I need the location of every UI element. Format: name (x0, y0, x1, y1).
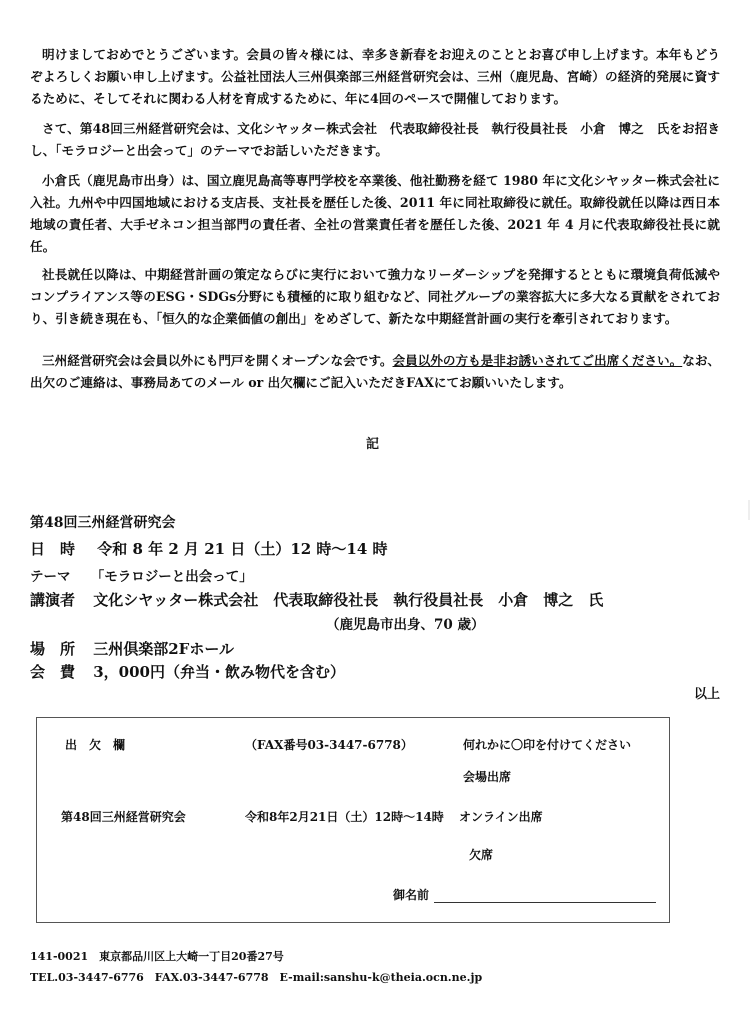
place-value: 三州倶楽部2Fホール (93, 640, 235, 658)
intro-paragraph-profile: 小倉氏（鹿児島市出身）は、国立鹿児島高等専門学校を卒業後、他社勤務を経て 1980 年に文化シヤッター株式会社に入社。九州や中四国地域における支店長、支社長を歴任した後、2011 年に同社取締役に就任。取締役就任以降は西日本地域の責任者、大手ゼネコン担当部門の責任者、全社の営業責任者を歴任した後、2021 年 4 月に代表取締役社長に就任。 (30, 173, 720, 254)
form-event-name: 第48回三州経営研究会 (61, 810, 186, 824)
option-venue-attendance[interactable]: 会場出席 (463, 770, 512, 784)
form-fax-number: （FAX番号03-3447-6778） (245, 738, 413, 752)
attendance-form (36, 717, 670, 923)
ijo-closing: 以上 (693, 687, 720, 702)
event-title: 第48回三州経営研究会 (30, 515, 176, 531)
event-fee-row (30, 661, 345, 682)
name-input-line[interactable] (434, 902, 656, 903)
event-datetime-row (30, 538, 388, 559)
fee-value: 3，000円（弁当・飲み物代を含む） (93, 663, 345, 681)
speaker-value: 文化シヤッター株式会社 代表取締役社長 執行役員社長 小倉 博之 氏 (93, 591, 604, 609)
speaker-note: （鹿児島市出身、70 歳） (326, 617, 485, 633)
name-label: 御名前 (393, 888, 430, 902)
invitation-contact: なお、出欠のご連絡は、事務局あてのメール or 出欠欄にご記入いただきFAXにてお願いいたします。 (30, 353, 721, 390)
intro-paragraph-announcement: さて、第48回三州経営研究会は、文化シヤッター株式会社 代表取締役社長 執行役員社長 小倉 博之 氏をお招きし、「モラロジーと出会って」のテーマでお話しいただきます。 (30, 121, 720, 158)
theme-value: 「モラロジーと出会って」 (90, 569, 253, 585)
place-label: 場 所 (30, 640, 76, 658)
event-place-row (30, 638, 234, 659)
speaker-label: 講演者 (30, 591, 76, 609)
option-absent[interactable]: 欠席 (469, 848, 494, 862)
form-instruction: 何れかに〇印を付けてください (463, 738, 632, 752)
theme-label: テーマ (30, 569, 71, 585)
footer-address: 141-0021 東京都品川区上大崎一丁目20番27号 (30, 950, 284, 963)
datetime-value: 令和 8 年 2 月 21 日（土）12 時～14 時 (97, 540, 388, 558)
datetime-label: 日 時 (30, 540, 76, 558)
form-event-date: 令和8年2月21日（土）12時～14時 (245, 810, 444, 824)
invitation-underlined: 会員以外の方も是非お誘いされてご出席ください。 (392, 353, 683, 368)
event-theme-row (30, 565, 253, 585)
form-heading: 出 欠 欄 (65, 738, 126, 752)
option-online-attendance[interactable]: オンライン出席 (459, 810, 543, 824)
event-speaker-row (30, 589, 603, 610)
ki-heading: 記 (366, 437, 380, 452)
intro-paragraph-greeting: 明けましておめでとうございます。会員の皆々様には、幸多き新春をお迎えのこととお喜び申し上げます。本年もどうぞよろしくお願い申し上げます。公益社団法人三州倶楽部三州経営研究会は、三州（鹿児島、宮崎）の経済的発展に資するために、そしてそれに関わる人材を育成するために、年に4回のペースで開催しております。 (30, 47, 720, 106)
footer-contact: TEL.03-3447-6776 FAX.03-3447-6778 E-mail:sanshu-k@theia.ocn.ne.jp (30, 971, 483, 984)
intro-paragraph-achievements: 社長就任以降は、中期経営計画の策定ならびに実行において強力なリーダーシップを発揮するとともに環境負荷低減やコンプライアンス等のESG・SDGs分野にも積極的に取り組むなど、同社グループの業容拡大に多大なる貢献をされており、引き続き現在も、「恒久的な企業価値の創出」をめざして、新たな中期経営計画の実行を牽引されております。 (30, 267, 720, 326)
intro-paragraph-invitation (30, 350, 720, 394)
invitation-open: 三州経営研究会は会員以外にも門戸を開くオープンな会です。 (42, 353, 393, 368)
fee-label: 会 費 (30, 663, 76, 681)
